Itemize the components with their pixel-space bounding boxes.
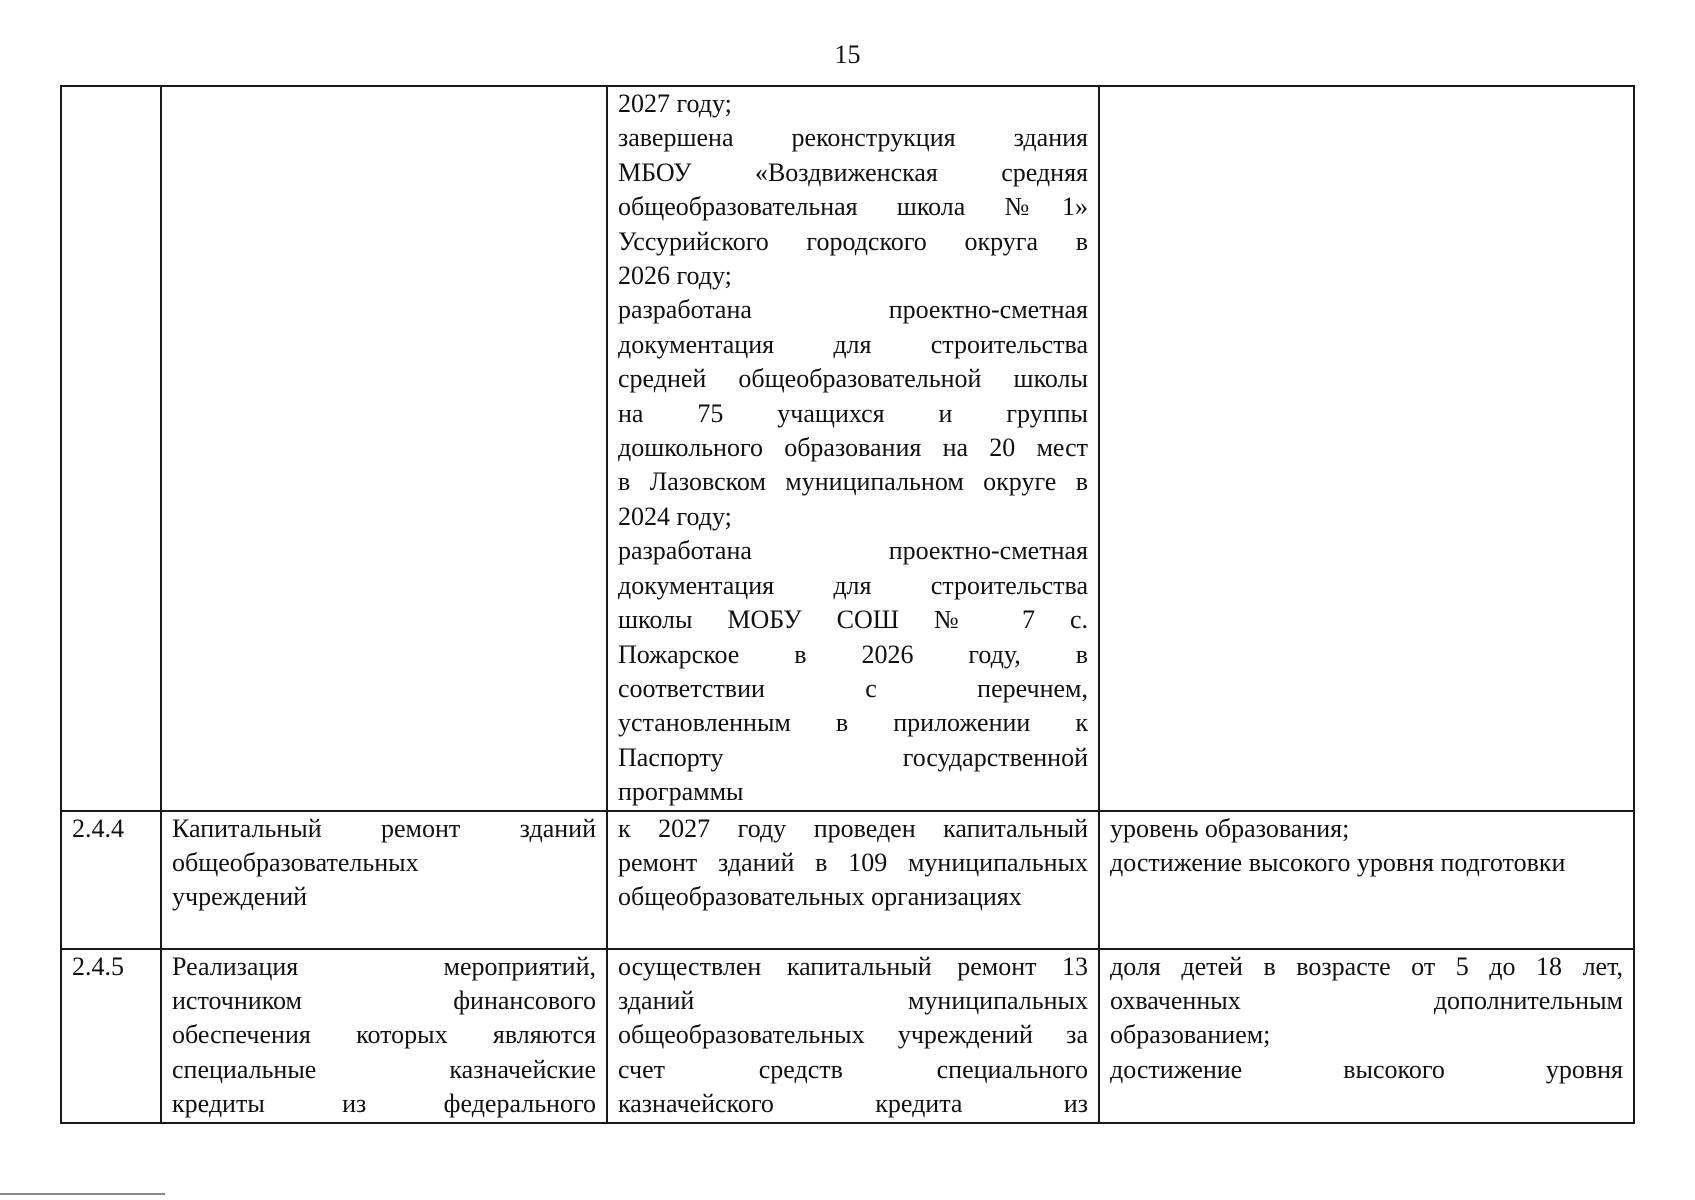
text-line: на 75 учащихся и группы [618,398,1088,428]
text-line: зданий муниципальных [618,985,1088,1015]
text-line: Паспорту государственной [618,742,1088,772]
text-line: программы [618,777,744,807]
measure-number-cell [61,86,161,811]
text-line: в Лазовском муниципальном округе в [618,467,1088,497]
text-line: 2024 году; [618,501,732,531]
measures-table [60,85,1635,1124]
text-line: образованием; [1110,1020,1271,1050]
footer-rule [0,1193,165,1195]
measure-name-cell [161,86,607,811]
text-line: 2026 году; [618,261,732,291]
text-line: доля детей в возрасте от 5 до 18 лет, [1110,951,1623,981]
text-line: документация для строительства [618,570,1088,600]
text-line: к 2027 году проведен капитальный [618,813,1088,843]
text-line: общеобразовательных [172,847,419,877]
text-line: завершена реконструкция здания [618,123,1088,153]
text-line: средней общеобразовательной школы [618,364,1088,394]
text-line: учреждений [172,882,308,912]
text-line: уровень образования; [1110,813,1350,843]
text-line: документация для строительства [618,329,1088,359]
text-line: счет средств специального [618,1054,1088,1084]
text-line: школы МОБУ СОШ № 7 с. [618,605,1088,635]
text-line: общеобразовательных организациях [618,882,1022,912]
measure-name-cell [161,811,607,949]
text-line: ремонт зданий в 109 муниципальных [618,847,1088,877]
page-number: 15 [834,40,861,69]
text-line: специальные казначейские [172,1054,596,1084]
text-line: Реализация мероприятий, [172,951,596,981]
text-line: дошкольного образования на 20 мест [618,433,1088,463]
text-line: установленным в приложении к [618,708,1088,738]
text-line: обеспечения которых являются [172,1020,596,1050]
text-line: Капитальный ремонт зданий [172,813,596,843]
measure-result-cell [607,811,1099,949]
measure-number-cell [61,949,161,1123]
measure-number-cell [61,811,161,949]
measure-number: 2.4.4 [72,813,124,843]
text-line: разработана проектно-сметная [618,295,1088,325]
text-line: охваченных дополнительным [1110,985,1623,1015]
indicator-cell [1099,949,1634,1123]
table-row [61,86,1634,811]
text-line: МБОУ «Воздвиженская средняя [618,157,1088,187]
text-line: общеобразовательная школа №1» [618,192,1088,222]
text-line: соответствии с перечнем, [618,673,1088,703]
measure-name-cell [161,949,607,1123]
text-line: Уссурийского городского округа в [618,226,1088,256]
measure-number: 2.4.5 [72,951,124,981]
text-line: общеобразовательных учреждений за [618,1020,1088,1050]
text-line: Пожарское в 2026 году, в [618,639,1088,669]
indicator-cell [1099,811,1634,949]
table-row [61,811,1634,949]
text-line: казначейского кредита из [618,1089,1088,1119]
text-line: достижение высокого уровня подготовки [1110,847,1566,877]
text-line: источником финансового [172,985,596,1015]
text-line: 2027 году; [618,89,732,118]
text-line: осуществлен капитальный ремонт 13 [618,951,1088,981]
text-line: кредиты из федерального [172,1089,596,1119]
text-line: достижение высокого уровня [1110,1054,1623,1084]
measure-result-cell [607,949,1099,1123]
measure-result-cell [607,86,1099,811]
indicator-cell [1099,86,1634,811]
text-line: разработана проектно-сметная [618,536,1088,566]
table-row [61,949,1634,1123]
